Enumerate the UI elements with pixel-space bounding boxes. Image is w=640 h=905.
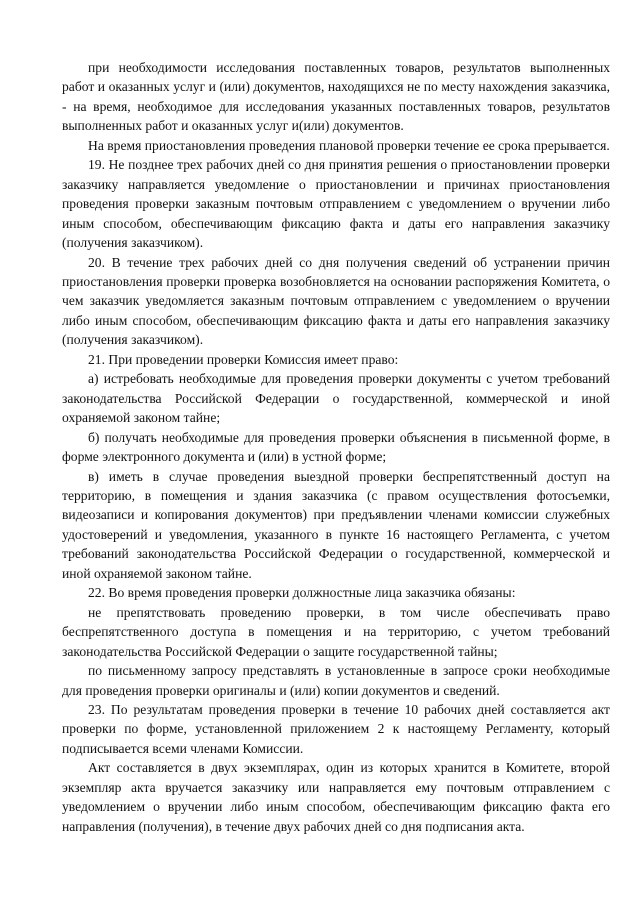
paragraph-item-22-documents: по письменному запросу представлять в установленные в запросе сроки необходимые для проведения проверки оригиналы и (или) копии документов и сведений. bbox=[62, 663, 610, 698]
paragraph-item-21: 21. При проведении проверки Комиссия имеет право: bbox=[88, 351, 399, 367]
paragraph-item-21-a: а) истребовать необходимые для проведения проверки документы с учетом требований законодательства Российской Федерации о государственной, коммерческой и иной охраняемой законом тайне; bbox=[62, 371, 610, 426]
paragraph-suspension-term: На время приостановления проведения плановой проверки течение ее срока прерывается. bbox=[88, 137, 610, 153]
paragraph-item-22: 22. Во время проведения проверки должностные лица заказчика обязаны: bbox=[88, 585, 516, 601]
paragraph-item-19: 19. Не позднее трех рабочих дней со дня принятия решения о приостановлении проверки заказчику направляется уведомление о приостановлении и причинах приостановления проведения проверки заказным почтовым отправлением с уведомлением о вручении либо иным способом, обеспечивающим фиксацию факта и даты его направления заказчику (получения заказчиком). bbox=[62, 157, 610, 251]
paragraph-item-20: 20. В течение трех рабочих дней со дня получения сведений об устранении причин приостановления проверки проверка возобновляется на основании распоряжения Комитета, о чем заказчик уведомляется заказным почтовым отправлением с уведомлением о вручении либо иным способом, обеспечивающим фиксацию факта и даты его направления заказчику (получения заказчиком). bbox=[62, 254, 610, 348]
paragraph-act-copies: Акт составляется в двух экземплярах, один из которых хранится в Комитете, второй экземпляр акта вручается заказчику или направляется ему почтовым отправлением с уведомлением о вручении либо иным способом, обеспечивающим фиксацию факта его направления (получения), в течение двух рабочих дней со дня подписания акта. bbox=[62, 760, 610, 834]
paragraph-item-22-access: не препятствовать проведению проверки, в том числе обеспечивать право беспрепятственного доступа в помещения и на территорию, с учетом требований законодательства Российской Федерации о защите государственной тайны; bbox=[62, 604, 610, 659]
paragraph-item-21-v: в) иметь в случае проведения выездной проверки беспрепятственный доступ на территорию, в помещения и здания заказчика (с правом осуществления фотосъемки, видеозаписи и копирования документов) при предъявлении членами комиссии служебных удостоверений и уведомления, указанного в пункте 16 настоящего Регламента, с учетом требований законодательства Российской Федерации о государственной, коммерческой и иной охраняемой законом тайне. bbox=[62, 468, 610, 581]
paragraph-item-23: 23. По результатам проведения проверки в течение 10 рабочих дней составляется акт проверки по форме, установленной приложением 2 к настоящему Регламенту, который подписывается всеми членами Комиссии. bbox=[62, 701, 610, 756]
paragraph-item-21-b: б) получать необходимые для проведения проверки объяснения в письменной форме, в форме электронного документа и (или) в устной форме; bbox=[62, 429, 610, 465]
paragraph-investigation-time: при необходимости исследования поставленных товаров, результатов выполненных работ и оказанных услуг и (или) документов, находящихся не по месту нахождения заказчика, - на время, необходимое для исследования указанных поставленных товаров, результатов выполненных работ и оказанных услуг и(или) документов. bbox=[62, 60, 610, 134]
